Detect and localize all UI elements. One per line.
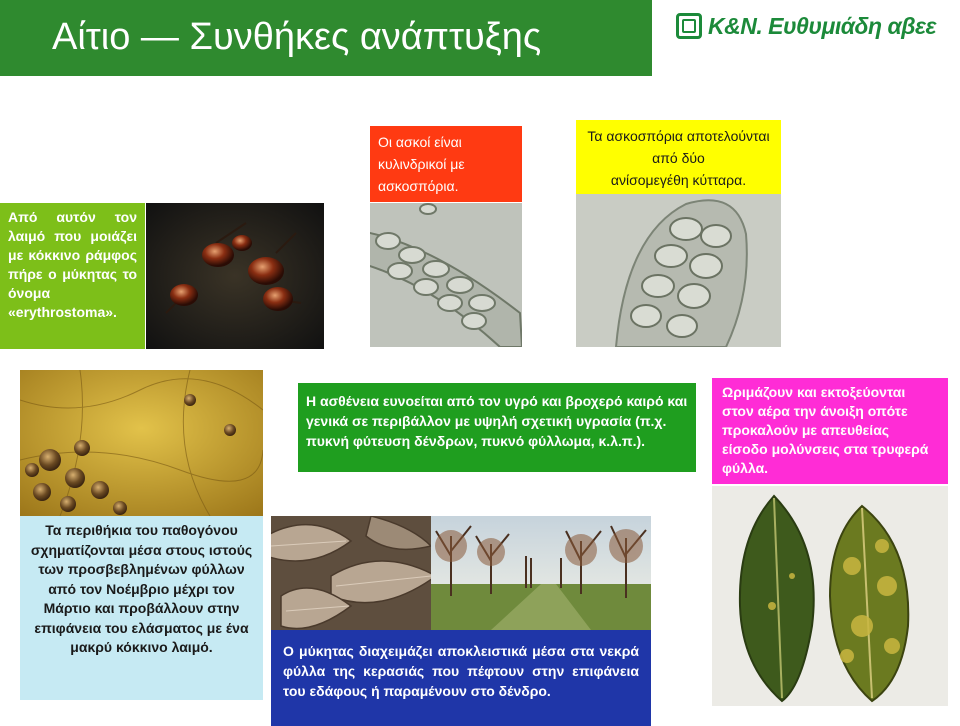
company-logo: [676, 6, 960, 46]
cherry-orchard-photo: [431, 516, 651, 630]
ascospores-description-line1: Τα ασκοσπόρια αποτελούνται από δύο: [587, 128, 770, 166]
asci-description-line1: Οι ασκοί είναι κυλινδρικοί με: [378, 134, 465, 172]
conditions-box: Η ασθένεια ευνοείται από τον υγρό και βροχερό καιρό και γενικά σε περιβάλλον με υψηλή σχετική υγρασία (π.χ. πυκνή φύτευση δένδρων, πυκνό φύλλωμα, κ.λ.π.).: [298, 383, 696, 472]
logo-square-icon: [676, 13, 702, 39]
infected-cherry-leaves-photo: [712, 486, 948, 706]
perithecia-formation-box: Τα περιθήκια του παθογόνου σχηματίζονται μέσα στους ιστούς των προσβεβλημένων φύλλων από τον Νοέμβριο μέχρι τον Μάρτιο και προβάλλουν στην επιφάνεια του ελάσματος με ένα μακρύ κόκκινο λαιμό.: [20, 516, 263, 700]
ascospores-microscope-photo: [576, 194, 781, 347]
ascospores-description-line2: ανίσομεγέθη κύτταρα.: [610, 172, 747, 188]
fallen-leaves-photo: [271, 516, 431, 630]
page-title: Αίτιο — Συνθήκες ανάπτυξης: [52, 16, 542, 58]
asci-microscope-photo: [370, 203, 522, 347]
ascospores-description-box: [576, 120, 781, 194]
leaf-surface-perithecia-photo: [20, 370, 263, 516]
overwintering-box: Ο μύκητας διαχειμάζει αποκλειστικά μέσα στα νεκρά φύλλα της κερασιάς που πέφτουν στην επιφάνεια του εδάφους ή παραμένουν στο δένδρο.: [271, 630, 651, 726]
perithecia-closeup-photo: [146, 203, 324, 349]
spore-release-box: Ωριμάζουν και εκτοξεύονται στον αέρα την άνοιξη οπότε προκαλούν με απευθείας είσοδο μολύνσεις στα τρυφερά φύλλα.: [712, 378, 948, 484]
asci-description-line2: ασκοσπόρια.: [378, 178, 459, 194]
asci-description-box: [370, 126, 522, 202]
logo-text: Κ&Ν. Ευθυμιάδη αβεε: [708, 12, 937, 39]
name-origin-box: Από αυτόν τον λαιμό που μοιάζει με κόκκινο ράμφος πήρε ο μύκητας το όνομα «erythrostoma».: [0, 203, 145, 349]
